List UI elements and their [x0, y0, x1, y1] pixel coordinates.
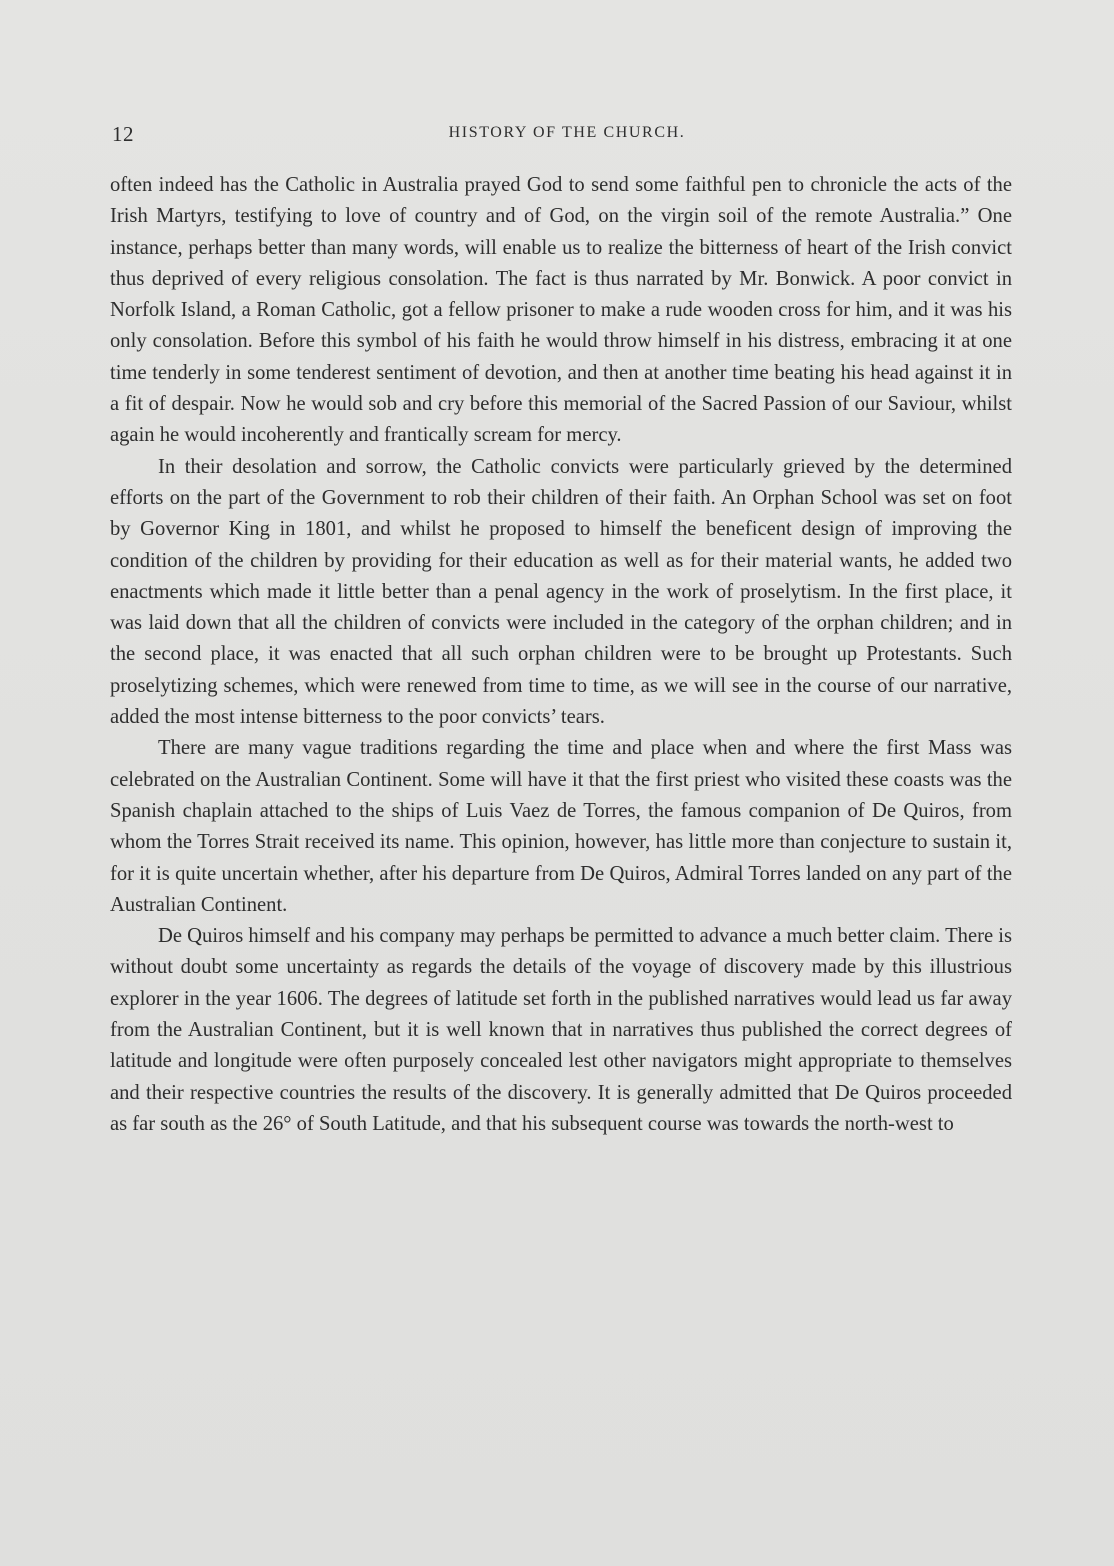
running-head: HISTORY OF THE CHURCH. [448, 124, 686, 141]
paragraph-2: In their desolation and sorrow, the Catholic convicts were particularly grieved by the determined efforts on the part of the Government to rob their children of their faith. An Orphan School was set on foot by Governor King in 1801, and whilst he proposed to himself the beneficent design of improving the condition of the children by providing for their education as well as for their material wants, he added two enactments which made it little better than a penal agency in the work of proselytism. In the first place, it was laid down that all the children of convicts were included in the category of the orphan children; and in the second place, it was enacted that all such orphan children were to be brought up Protestants. Such proselytizing schemes, which were renewed from time to time, as we will see in the course of our narrative, added the most intense bitterness to the poor convicts’ tears. [110, 455, 1012, 729]
paragraph-1: often indeed has the Catholic in Australia prayed God to send some faithful pen to chronicle the acts of the Irish Martyrs, testifying to love of country and of God, on the virgin soil of the remote Australia.” One instance, perhaps better than many words, will enable us to realize the bitterness of heart of the Irish convict thus deprived of every religious consolation. The fact is thus narrated by Mr. Bonwick. A poor convict in Norfolk Island, a Roman Catholic, got a fellow prisoner to make a rude wooden cross for him, and it was his only consolation. Before this symbol of his faith he would throw himself in his distress, embracing it at one time tenderly in some tenderest sentiment of devotion, and then at another time beating his head against it in a fit of despair. Now he would sob and cry before this memorial of the Sacred Passion of our Saviour, whilst again he would incoherently and frantically scream for mercy. [110, 174, 1012, 447]
body-text [110, 170, 1012, 1140]
page-number: 12 [112, 122, 134, 146]
page-header [112, 122, 1012, 152]
paragraph-4: De Quiros himself and his company may perhaps be permitted to advance a much better claim. There is without doubt some uncertainty as regards the details of the voyage of discovery made by this illustrious explorer in the year 1606. The degrees of latitude set forth in the published narratives would lead us far away from the Australian Continent, but it is well known that in narratives thus published the correct degrees of latitude and longitude were often purposely concealed lest other navigators might appropriate to themselves and their respective countries the results of the discovery. It is generally admitted that De Quiros proceeded as far south as the 26° of South Latitude, and that his subsequent course was towards the north-west to [110, 925, 1012, 1135]
paragraph-3: There are many vague traditions regarding the time and place when and where the first Mass was celebrated on the Australian Continent. Some will have it that the first priest who visited these coasts was the Spanish chaplain attached to the ships of Luis Vaez de Torres, the famous companion of De Quiros, from whom the Torres Strait received its name. This opinion, however, has little more than conjecture to sustain it, for it is quite uncertain whether, after his departure from De Quiros, Admiral Torres landed on any part of the Australian Continent. [110, 737, 1012, 916]
